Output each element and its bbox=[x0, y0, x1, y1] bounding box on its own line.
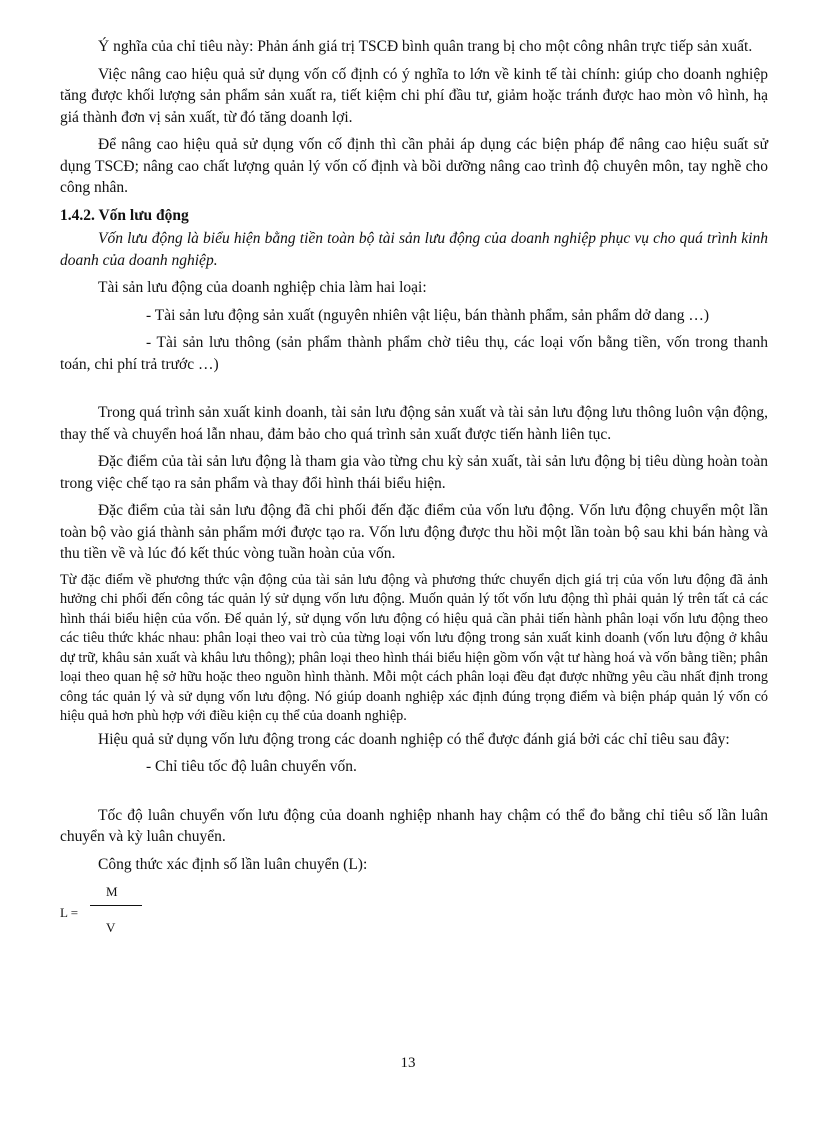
fraction-bar bbox=[90, 905, 142, 906]
paragraph-capital-characteristics: Đặc điểm của tài sản lưu động đã chi phối đến đặc điểm của vốn lưu động. Vốn lưu động chuyển một lần toàn bộ vào giá thành sản phẩm mới được tạo ra. Vốn lưu động được thu hồi một lần toàn bộ sau khi bán hàng và thu tiền về và lúc đó kết thúc vòng tuần hoàn của vốn. bbox=[60, 502, 768, 562]
paragraph-asset-movement: Trong quá trình sản xuất kinh doanh, tài sản lưu động sản xuất và tài sản lưu động lưu thông luôn vận động, thay thế và chuyển hoá lẫn nhau, đảm bảo cho quá trình sản xuất được tiến hành liên tục. bbox=[60, 404, 768, 443]
bullet-turnover-speed: - Chỉ tiêu tốc độ luân chuyển vốn. bbox=[146, 758, 357, 775]
paragraph-fixed-capital-measures: Để nâng cao hiệu quả sử dụng vốn cố định thì cần phải áp dụng các biện pháp để nâng cao hiệu suất sử dụng TSCĐ; nâng cao chất lượng quản lý vốn cố định và bồi dưỡng nâng cao trình độ chuyên môn, tay nghề cho công nhân. bbox=[60, 136, 768, 196]
paragraph-efficiency-indicators: Hiệu quả sử dụng vốn lưu động trong các doanh nghiệp có thể được đánh giá bởi các chỉ tiêu sau đây: bbox=[98, 730, 730, 748]
paragraph-formula-intro: Công thức xác định số lần luân chuyển (L): bbox=[98, 855, 368, 873]
paragraph-fixed-capital-importance: Việc nâng cao hiệu quả sử dụng vốn cố định có ý nghĩa to lớn về kinh tế tài chính: giúp cho doanh nghiệp tăng được khối lượng sản phẩm sản xuất ra, tiết kiệm chi phí đầu tư, giảm hoặc tránh được hao mòn vô hình, hạ giá thành đơn vị sản xuất, từ đó tăng doanh lợi. bbox=[60, 65, 768, 126]
formula-denominator: V bbox=[106, 920, 116, 935]
paragraph-capital-management: Từ đặc điểm về phương thức vận động của tài sản lưu động và phương thức chuyển dịch giá trị của vốn lưu động đã ảnh hưởng chi phối đến công tác quản lý sử dụng vốn lưu động. Muốn quản lý tốt vốn lưu động thì phải quản lý trên tất cả các hình thái biểu hiện của vốn. Để quản lý, sử dụng vốn lưu động có hiệu quả cần phải tiến hành phân loại vốn lưu động theo các tiêu thức khác nhau: phân loại theo vai trò của từng loại vốn lưu động trong sản xuất kinh doanh (vốn lưu động ở khâu dự trữ, khâu sản xuất và khâu lưu thông); phân loại theo hình thái biểu hiện gồm vốn vật tư hàng hoá và vốn bằng tiền; phân loại theo quan hệ sở hữu hoặc theo nguồn hình thành. Mỗi một cách phân loại đều đạt được những yêu cầu nhất định trong công tác quản lý và sử dụng vốn lưu động. Nó giúp doanh nghiệp xác định đúng trọng điểm và biện pháp quản lý vốn có hiệu quả hơn phù hợp với điều kiện cụ thể của doanh nghiệp. bbox=[60, 571, 768, 724]
paragraph-turnover-measure: Tốc độ luân chuyển vốn lưu động của doanh nghiệp nhanh hay chậm có thể đo bằng chỉ tiêu số lần luân chuyển và kỳ luân chuyển. bbox=[60, 806, 768, 845]
formula-numerator: M bbox=[106, 884, 118, 899]
bullet-circulation-assets: - Tài sản lưu thông (sản phẩm thành phẩm chờ tiêu thụ, các loại vốn bằng tiền, vốn trong thanh toán, chi phí trả trước …) bbox=[60, 334, 768, 373]
turnover-formula bbox=[60, 881, 768, 941]
paragraph-tscd-meaning: Ý nghĩa của chỉ tiêu này: Phản ánh giá trị TSCĐ bình quân trang bị cho một công nhân trực tiếp sản xuất. bbox=[98, 38, 753, 55]
bullet-production-assets: - Tài sản lưu động sản xuất (nguyên nhiên vật liệu, bán thành phẩm, sản phẩm dở dang …) bbox=[146, 306, 709, 324]
definition-paragraph: Vốn lưu động là biểu hiện bằng tiền toàn bộ tài sản lưu động của doanh nghiệp phục vụ cho quá trình kinh doanh của doanh nghiệp. bbox=[60, 230, 768, 269]
formula-lhs: L = bbox=[60, 905, 79, 920]
document-page bbox=[60, 36, 768, 941]
section-heading: 1.4.2. Vốn lưu động bbox=[60, 206, 189, 224]
paragraph-asset-types: Tài sản lưu động của doanh nghiệp chia làm hai loại: bbox=[98, 279, 427, 296]
page-number: 13 bbox=[400, 1055, 416, 1071]
paragraph-asset-characteristics: Đặc điểm của tài sản lưu động là tham gia vào từng chu kỳ sản xuất, tài sản lưu động bị tiêu dùng hoàn toàn trong việc chế tạo ra sản phẩm và thay đổi hình thái biểu hiện. bbox=[60, 453, 768, 492]
